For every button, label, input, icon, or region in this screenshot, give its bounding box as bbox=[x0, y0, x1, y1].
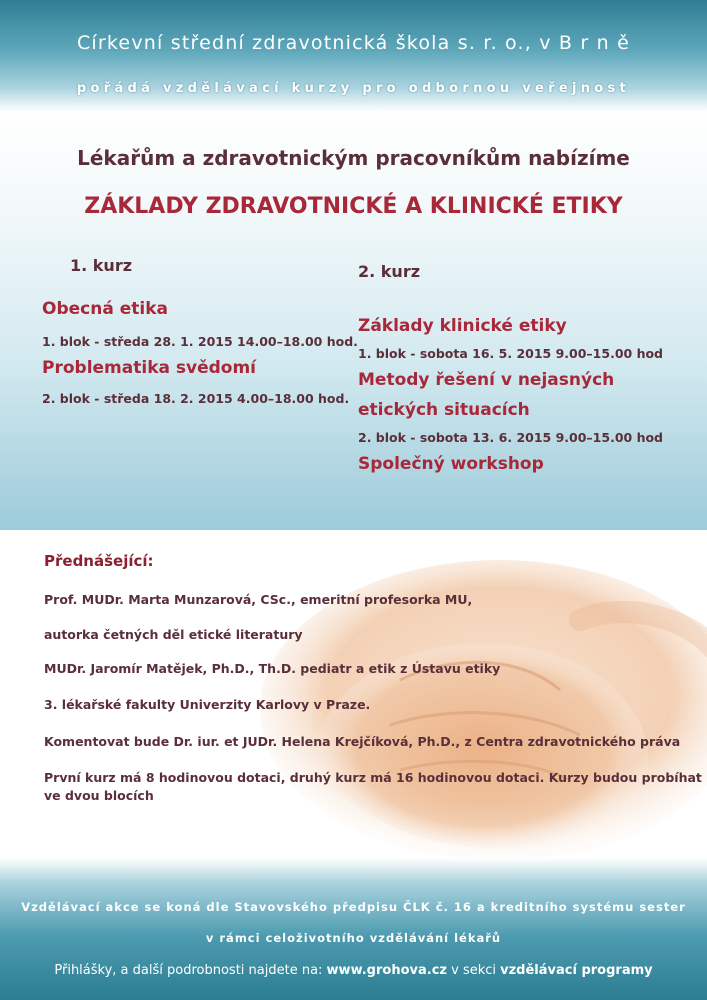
footer-band bbox=[0, 858, 707, 1000]
course1-block1: 1. blok - středa 28. 1. 2015 14.00–18.00 hod. bbox=[42, 334, 358, 349]
course-info-line-2: ve dvou blocích bbox=[44, 788, 154, 803]
course2-heading: 2. kurz bbox=[358, 262, 421, 281]
lead-text: Lékařům a zdravotnickým pracovníkům nabízíme bbox=[77, 146, 630, 170]
lecturer-line-5: Komentovat bude Dr. iur. et JUDr. Helena Krejčíková, Ph.D., z Centra zdravotnického práva bbox=[44, 734, 681, 749]
lecturer-line-4: 3. lékařské fakulty Univerzity Karlovy v Praze. bbox=[44, 697, 371, 712]
website-link[interactable]: www.grohova.cz bbox=[326, 963, 447, 978]
programs-section-link[interactable]: vzdělávací programy bbox=[500, 963, 653, 978]
course2-topic3: Společný workshop bbox=[358, 454, 544, 474]
header-band bbox=[0, 0, 707, 112]
course2-block2: 2. blok - sobota 13. 6. 2015 9.00–15.00 hod bbox=[358, 430, 663, 445]
courses-band bbox=[0, 112, 707, 530]
footer-line3-prefix: Přihlášky, a další podrobnosti najdete na: bbox=[54, 963, 327, 978]
footer-line3-mid: v sekci bbox=[446, 963, 501, 978]
lecturers-heading: Přednášející: bbox=[44, 552, 154, 570]
course1-topic1: Obecná etika bbox=[42, 299, 168, 319]
course2-topic2-line1: Metody řešení v nejasných bbox=[358, 370, 615, 390]
footer-line-3 bbox=[0, 963, 707, 978]
course1-heading: 1. kurz bbox=[70, 256, 133, 275]
course1-block2: 2. blok - středa 18. 2. 2015 4.00–18.00 hod. bbox=[42, 391, 350, 406]
course-info-line-1: První kurz má 8 hodinovou dotaci, druhý kurz má 16 hodinovou dotaci. Kurzy budou probíhat bbox=[44, 770, 702, 785]
course2-topic1: Základy klinické etiky bbox=[358, 316, 567, 336]
lecturer-line-3: MUDr. Jaromír Matějek, Ph.D., Th.D. pediatr a etik z Ústavu etiky bbox=[44, 661, 501, 676]
footer-line-2: v rámci celoživotního vzdělávání lékařů bbox=[205, 931, 502, 945]
main-title: ZÁKLADY ZDRAVOTNICKÉ A KLINICKÉ ETIKY bbox=[84, 194, 623, 219]
course1-topic2: Problematika svědomí bbox=[42, 358, 257, 378]
header-subtitle: pořádá vzdělávací kurzy pro odbornou veřejnost bbox=[76, 81, 631, 96]
school-name: Církevní střední zdravotnická škola s. r. o., v B r n ě bbox=[76, 32, 631, 54]
course2-block1: 1. blok - sobota 16. 5. 2015 9.00–15.00 hod bbox=[358, 346, 663, 361]
course2-topic2-line2: etických situacích bbox=[358, 400, 530, 420]
footer-line-1: Vzdělávací akce se koná dle Stavovského předpisu ČLK č. 16 a kreditního systému sester bbox=[21, 900, 686, 914]
lecturer-line-1: Prof. MUDr. Marta Munzarová, CSc., emeritní profesorka MU, bbox=[44, 592, 473, 607]
lecturer-line-2: autorka četných děl etické literatury bbox=[44, 627, 303, 642]
